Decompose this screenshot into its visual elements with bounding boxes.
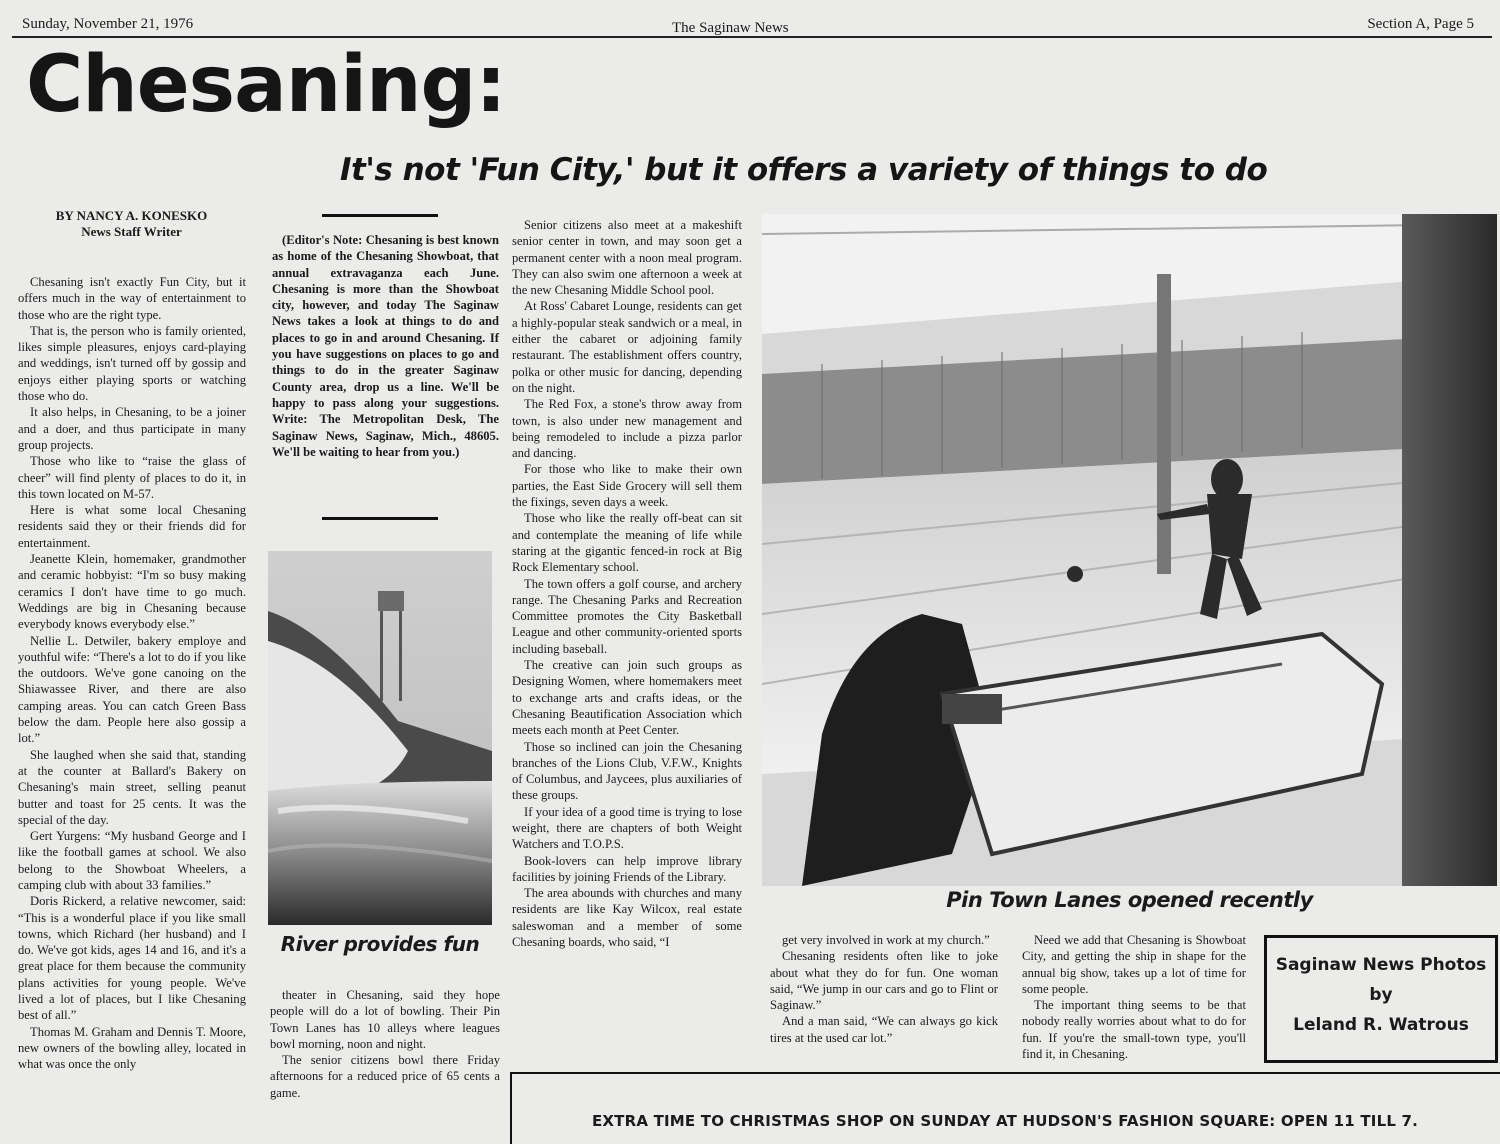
advertisement-box	[510, 1072, 1500, 1144]
header-rule	[12, 36, 1492, 38]
paragraph: Those so inclined can join the Chesaning branches of the Lions Club, V.F.W., Knights of Columbus, and Jaycees, plus auxiliaries of these groups.	[512, 739, 742, 803]
paragraph: Nellie L. Detwiler, bakery employe and youthful wife: “There's a lot to do if you like the outdoors. We've gone canoing on the Shiawassee River, and there are also camping areas. You can catch Green Bass below the dam. People here also gossip a lot.”	[18, 633, 246, 746]
paragraph: Doris Rickerd, a relative newcomer, said: “This is a wonderful place if you like small towns, which Richard (her husband) and I do. We've got kids, ages 14 and 16, and it's a great place for them because the community plans activities for young people. We've lived a lot of places, but I like Chesaning best of all.”	[18, 894, 246, 1023]
photo-credit-line-3: Leland R. Watrous	[1293, 1015, 1469, 1035]
paragraph: theater in Chesaning, said they hope people will do a lot of bowling. Their Pin Town Lanes has 10 alleys where leagues bowl morning, noon and night.	[270, 988, 500, 1051]
article-column-5	[1022, 932, 1246, 1062]
section-page: Section A, Page 5	[1367, 16, 1474, 32]
paragraph: Here is what some local Chesaning residents said they or their friends did for entertainment.	[18, 503, 246, 550]
photo-credit-box	[1264, 935, 1498, 1063]
article-column-1	[18, 274, 246, 1073]
paragraph: For those who like to make their own parties, the East Side Grocery will sell them the fixings, seven days a week.	[512, 462, 742, 510]
byline	[18, 208, 245, 240]
article-column-3	[512, 217, 742, 950]
paragraph: The area abounds with churches and many residents are like Kay Wilcox, real estate saleswoman and a member of some Chesaning boards, who said, “I	[512, 886, 742, 950]
paragraph: get very involved in work at my church.”	[782, 933, 990, 947]
paragraph: Those who like the really off-beat can sit and contemplate the meaning of life while staring at the gigantic fenced-in rock at Big Rock Elementary school.	[512, 511, 742, 575]
paragraph: The important thing seems to be that nobody really worries about what to do for fun. If you're the small-town type, you'll find it, in Chesaning.	[1022, 998, 1246, 1062]
paragraph: Jeanette Klein, homemaker, grandmother and ceramic hobbyist: “I'm so busy making ceramics I don't have time to go much. Weddings are big in Chesaning because everybody knows everybody else.”	[18, 552, 246, 632]
paragraph: The creative can join such groups as Designing Women, where homemakers meet to exchange arts and crafts ideas, or the Chesaning Beautification Association which meets each month at Peet Center.	[512, 658, 742, 738]
paragraph: Chesaning isn't exactly Fun City, but it offers much in the way of entertainment to those who are the right type.	[18, 275, 246, 322]
paragraph: It also helps, in Chesaning, to be a joiner and a doer, and thus participate in many group projects.	[18, 405, 246, 452]
note-rule-bottom	[322, 517, 438, 520]
river-photo	[268, 551, 492, 925]
paragraph: At Ross' Cabaret Lounge, residents can get a highly-popular steak sandwich or a meal, in either the cabaret or adjoining family restaurant. The establishment offers country, polka or other music for dancing, depending on the night.	[512, 299, 742, 395]
issue-date: Sunday, November 21, 1976	[22, 16, 194, 32]
paragraph: The Red Fox, a stone's throw away from town, is also under new management and being remodeled to include a pizza parlor and dancing.	[512, 397, 742, 461]
article-column-2	[270, 987, 500, 1101]
paragraph: That is, the person who is family oriented, likes simple pleasures, enjoys card-playing and weddings, isn't turned off by gossip and enjoys either playing sports or watching those who do.	[18, 323, 246, 404]
photo-credit-line-2: by	[1369, 985, 1393, 1005]
paragraph: Book-lovers can help improve library facilities by joining Friends of the Library.	[512, 853, 742, 884]
advertisement-text: EXTRA TIME TO CHRISTMAS SHOP ON SUNDAY AT HUDSON'S FASHION SQUARE: OPEN 11 TILL 7.	[591, 1112, 1419, 1130]
paragraph: The town offers a golf course, and archery range. The Chesaning Parks and Recreation Committee promotes the City Basketball League and other community-oriented sports including baseball.	[512, 576, 742, 656]
bowling-photo-caption: Pin Town Lanes opened recently	[946, 888, 1313, 912]
paragraph: Need we add that Chesaning is Showboat City, and getting the ship in shape for the annual big show, takes up a lot of time for some people.	[1022, 933, 1246, 996]
river-photo-caption: River provides fun	[280, 932, 480, 956]
paragraph: And a man said, “We can always go kick tires at the used car lot.”	[770, 1014, 998, 1045]
byline-author: BY NANCY A. KONESKO	[55, 208, 208, 223]
paragraph: Senior citizens also meet at a makeshift senior center in town, and may soon get a permanent center with a noon meal program. They can also swim one afternoon a week at the new Chesaning Middle School pool.	[512, 218, 742, 298]
paragraph: Thomas M. Graham and Dennis T. Moore, new owners of the bowling alley, located in what was once the only	[18, 1024, 246, 1072]
river-dam-image	[268, 551, 492, 925]
paragraph: She laughed when she said that, standing at the counter at Ballard's Bakery on Chesaning's main street, selling peanut butter and toast for 25 cents. It was the special of the day.	[18, 747, 246, 827]
subheadline: It's not 'Fun City,' but it offers a variety of things to do	[340, 152, 1268, 188]
paragraph: If your idea of a good time is trying to lose weight, there are chapters of both Weight Watchers and T.O.P.S.	[512, 804, 742, 852]
bowling-alley-image	[762, 214, 1497, 886]
paragraph: Those who like to “raise the glass of cheer” will find plenty of places to do it, in this town located on M-57.	[18, 454, 246, 501]
bowling-photo	[762, 214, 1497, 886]
article-column-4	[770, 932, 998, 1046]
headline: Chesaning:	[26, 40, 506, 130]
paragraph: Chesaning residents often like to joke about what they do for fun. One woman said, “We jump in our cars and go to Flint or Saginaw.”	[770, 949, 998, 1013]
byline-role: News Staff Writer	[81, 224, 182, 239]
paragraph: Gert Yurgens: “My husband George and I like the football games at school. We also belong to the Showboat Wheelers, a camping club with about 33 families.”	[18, 829, 246, 892]
paragraph: The senior citizens bowl there Friday afternoons for a reduced price of 65 cents a game.	[270, 1053, 500, 1100]
editors-note: (Editor's Note: Chesaning is best known as home of the Chesaning Showboat, that annual extravaganza each June. Chesaning is more than the Showboat city, however, and today The Saginaw News takes a look at things to do and places to go in and around Chesaning. If you have suggestions on places to go and things to do in the greater Saginaw County area, drop us a line. We'll be happy to pass along your suggestions. Write: The Metropolitan Desk, The Saginaw News, Saginaw, Mich., 48605. We'll be waiting to hear from you.)	[272, 233, 499, 459]
note-rule-top	[322, 214, 438, 217]
newspaper-name: The Saginaw News	[672, 20, 789, 36]
photo-credit-line-1: Saginaw News Photos	[1275, 955, 1487, 975]
